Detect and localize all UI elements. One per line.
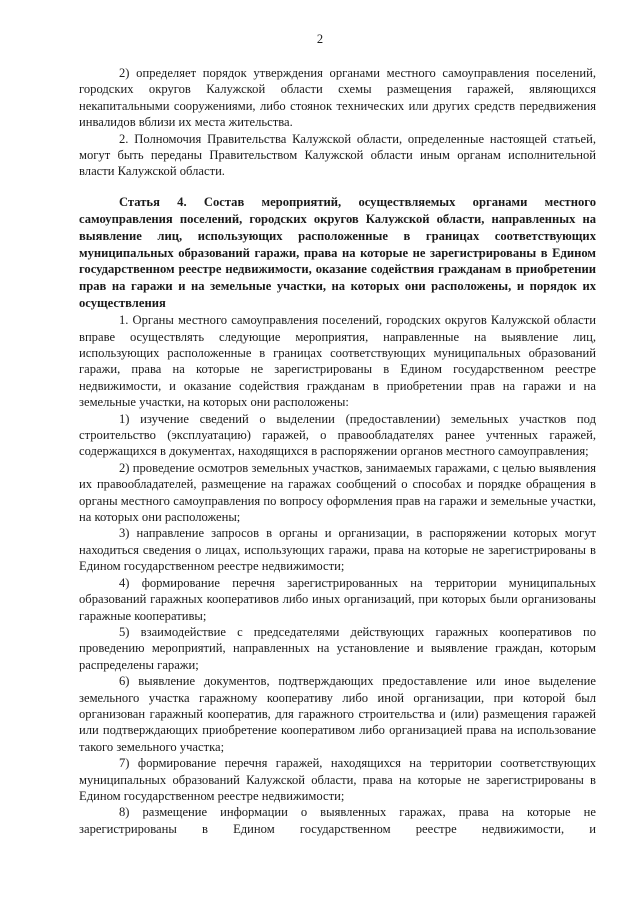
list-item: 3) направление запросов в органы и организации, в распоряжении которых могут находиться сведения о лицах, использующих гаражи, права на которые не зарегистрированы в Едином государственном реестре недвижимости;	[79, 526, 596, 574]
list-item: 7) формирование перечня гаражей, находящихся на территории соответствующих муниципальных образований Калужской области, права на которые не зарегистрированы в Едином государственном реестре недвижимости;	[79, 756, 596, 803]
list-item: 2) проведение осмотров земельных участков, занимаемых гаражами, с целью выявления их правообладателей, размещение на гаражах сообщений о способах и порядке обращения в органы местного самоуправления по вопросу оформления прав на гаражи и земельные участки, на которых они расположены;	[79, 460, 596, 525]
section-gap	[79, 180, 596, 194]
document-body	[79, 65, 596, 837]
paragraph: 2. Полномочия Правительства Калужской области, определенные настоящей статьей, могут быть переданы Правительством Калужской области иным органам исполнительной власти Калужской области.	[79, 131, 596, 179]
list-item: 5) взаимодействие с председателями действующих гаражных кооперативов по проведению мероприятий, направленных на установление и выявление граждан, которым распределены гаражи;	[79, 624, 596, 672]
list-item: 6) выявление документов, подтверждающих предоставление или иное выделение земельного участка гаражному кооперативу либо иной организации, при которой был организован гаражный кооператив, для гаражного строительства и (или) размещения гаражей или подтверждающих приобретение кооперативом либо организацией права на использование такого земельного участка;	[79, 674, 596, 754]
paragraph: 2) определяет порядок утверждения органами местного самоуправления поселений, городских округов Калужской области схемы размещения гаражей, являющихся некапитальными сооружениями, либо стоянок технических или других средств передвижения инвалидов вблизи их места жительства.	[79, 66, 596, 130]
article-heading: Статья 4. Состав мероприятий, осуществляемых органами местного самоуправления поселений, городских округов Калужской области, направленных на выявление лиц, использующих расположенные в границах соответствующих муниципальных образований гаражи, права на которые не зарегистрированы в Едином государственном реестре недвижимости, оказание содействия гражданам в приобретении прав на гаражи и на земельные участки, на которых они расположены, и порядок их осуществления	[79, 194, 596, 311]
page-number: 2	[316, 32, 324, 46]
paragraph: 1. Органы местного самоуправления поселений, городских округов Калужской области вправе осуществлять следующие мероприятия, направленные на выявление лиц, использующих расположенные в границах соответствующих муниципальных образований гаражи, права на которые не зарегистрированы в Едином государственном реестре недвижимости, и оказание содействия гражданам в приобретении прав на гаражи и на земельные участки, на которых они расположены:	[79, 313, 596, 410]
list-item: 4) формирование перечня зарегистрированных на территории муниципальных образований гаражных кооперативов либо иных организаций, при которых были организованы гаражные кооперативы;	[79, 575, 596, 623]
list-item: 8) размещение информации о выявленных гаражах, права на которые не зарегистрированы в Едином государственном реестре недвижимости, и	[79, 805, 596, 836]
list-item: 1) изучение сведений о выделении (предоставлении) земельных участков под строительство (эксплуатацию) гаражей, о правообладателях ранее учтенных гаражей, содержащихся в документах, находящихся в распоряжении органов местного самоуправления;	[79, 411, 596, 459]
